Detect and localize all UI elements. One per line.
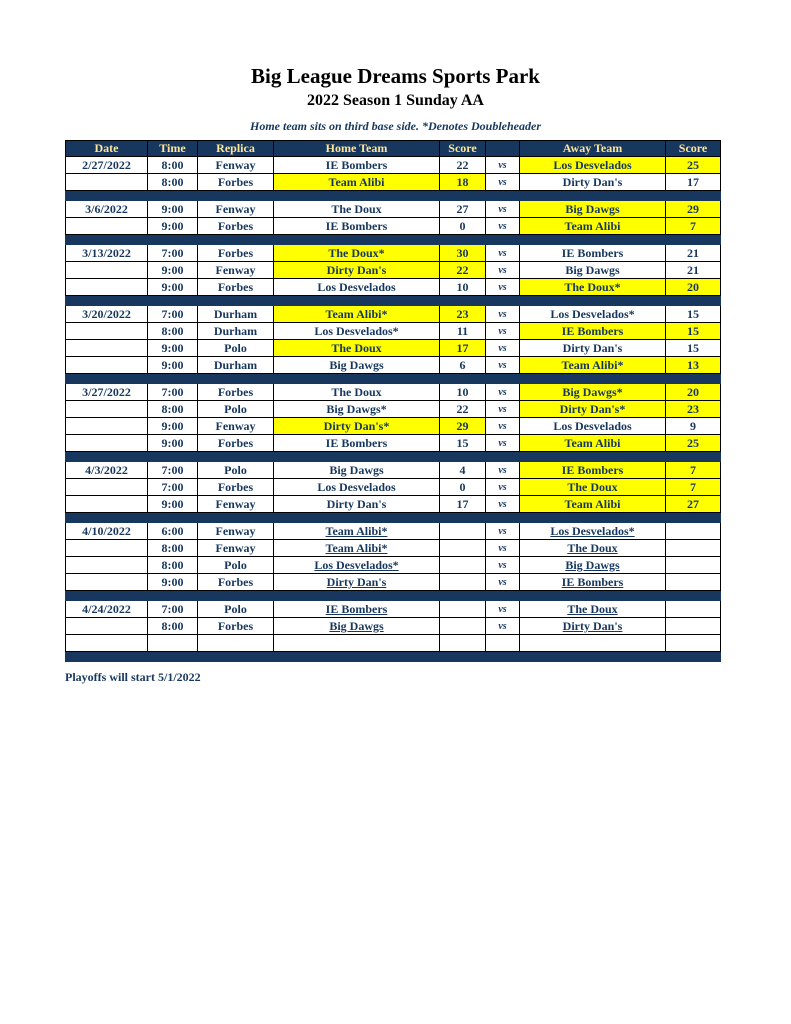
- home-team-cell: Big Dawgs: [274, 357, 440, 374]
- vs-cell: vs: [486, 340, 520, 357]
- schedule-body: [66, 157, 721, 662]
- time-cell: 9:00: [148, 435, 198, 452]
- away-team-cell: The Doux: [520, 601, 666, 618]
- vs-cell: vs: [486, 306, 520, 323]
- away-score-cell: 13: [666, 357, 721, 374]
- separator-bar: [66, 191, 721, 201]
- away-team-cell: Dirty Dan's: [520, 174, 666, 191]
- home-team-cell: IE Bombers: [274, 157, 440, 174]
- date-cell: 4/10/2022: [66, 523, 148, 540]
- game-row: [66, 574, 721, 591]
- game-row: [66, 384, 721, 401]
- header-away-team: Away Team: [520, 141, 666, 157]
- replica-cell: Forbes: [198, 574, 274, 591]
- game-row: [66, 157, 721, 174]
- date-cell: [66, 574, 148, 591]
- home-team-cell: Big Dawgs: [274, 462, 440, 479]
- date-cell: 3/20/2022: [66, 306, 148, 323]
- game-row: [66, 557, 721, 574]
- home-score-cell: [440, 635, 486, 652]
- time-cell: 7:00: [148, 601, 198, 618]
- date-cell: 3/13/2022: [66, 245, 148, 262]
- replica-cell: Fenway: [198, 540, 274, 557]
- home-score-cell: 4: [440, 462, 486, 479]
- vs-cell: vs: [486, 496, 520, 513]
- away-team-cell: Team Alibi: [520, 496, 666, 513]
- vs-cell: [486, 635, 520, 652]
- date-cell: [66, 618, 148, 635]
- away-team-cell: The Doux: [520, 540, 666, 557]
- time-cell: 8:00: [148, 401, 198, 418]
- home-score-cell: [440, 523, 486, 540]
- replica-cell: Polo: [198, 557, 274, 574]
- away-score-cell: 15: [666, 323, 721, 340]
- time-cell: [148, 635, 198, 652]
- date-cell: [66, 418, 148, 435]
- time-cell: 8:00: [148, 557, 198, 574]
- home-team-cell: Team Alibi*: [274, 540, 440, 557]
- game-row: [66, 201, 721, 218]
- replica-cell: Forbes: [198, 279, 274, 296]
- away-team-cell: Los Desvelados*: [520, 306, 666, 323]
- time-cell: 8:00: [148, 618, 198, 635]
- header-time: Time: [148, 141, 198, 157]
- home-team-cell: Team Alibi*: [274, 523, 440, 540]
- game-row: [66, 540, 721, 557]
- header-score: Score: [440, 141, 486, 157]
- home-team-cell: IE Bombers: [274, 601, 440, 618]
- game-row: [66, 618, 721, 635]
- game-row: [66, 323, 721, 340]
- replica-cell: Forbes: [198, 174, 274, 191]
- home-score-cell: [440, 574, 486, 591]
- away-score-cell: 29: [666, 201, 721, 218]
- time-cell: 8:00: [148, 174, 198, 191]
- home-team-cell: [274, 635, 440, 652]
- home-score-cell: 22: [440, 401, 486, 418]
- separator-row: [66, 191, 721, 201]
- header-date: Date: [66, 141, 148, 157]
- home-score-cell: 29: [440, 418, 486, 435]
- replica-cell: Forbes: [198, 618, 274, 635]
- date-cell: [66, 323, 148, 340]
- away-team-cell: IE Bombers: [520, 323, 666, 340]
- away-score-cell: 7: [666, 218, 721, 235]
- home-score-cell: 18: [440, 174, 486, 191]
- away-team-cell: Los Desvelados: [520, 157, 666, 174]
- date-cell: [66, 262, 148, 279]
- separator-bar: [66, 591, 721, 601]
- separator-bar: [66, 452, 721, 462]
- time-cell: 9:00: [148, 218, 198, 235]
- vs-cell: vs: [486, 401, 520, 418]
- away-score-cell: 21: [666, 262, 721, 279]
- away-team-cell: Team Alibi*: [520, 357, 666, 374]
- date-cell: 3/6/2022: [66, 201, 148, 218]
- vs-cell: vs: [486, 157, 520, 174]
- home-team-cell: Big Dawgs*: [274, 401, 440, 418]
- away-team-cell: Los Desvelados: [520, 418, 666, 435]
- replica-cell: Forbes: [198, 218, 274, 235]
- home-score-cell: 0: [440, 479, 486, 496]
- vs-cell: vs: [486, 601, 520, 618]
- replica-cell: Forbes: [198, 479, 274, 496]
- vs-cell: vs: [486, 323, 520, 340]
- vs-cell: vs: [486, 245, 520, 262]
- home-team-cell: Big Dawgs: [274, 618, 440, 635]
- separator-bar: [66, 652, 721, 662]
- away-team-cell: Big Dawgs: [520, 262, 666, 279]
- game-row: [66, 245, 721, 262]
- time-cell: 7:00: [148, 384, 198, 401]
- date-cell: [66, 496, 148, 513]
- home-score-cell: 30: [440, 245, 486, 262]
- legend-note: Home team sits on third base side. *Denotes Doubleheader: [250, 119, 541, 133]
- away-score-cell: 20: [666, 384, 721, 401]
- replica-cell: Forbes: [198, 435, 274, 452]
- home-score-cell: 6: [440, 357, 486, 374]
- game-row: [66, 496, 721, 513]
- away-team-cell: [520, 635, 666, 652]
- time-cell: 7:00: [148, 306, 198, 323]
- time-cell: 9:00: [148, 574, 198, 591]
- home-score-cell: 15: [440, 435, 486, 452]
- home-team-cell: Team Alibi*: [274, 306, 440, 323]
- vs-cell: vs: [486, 262, 520, 279]
- separator-row: [66, 652, 721, 662]
- page-title: Big League Dreams Sports Park: [251, 64, 540, 88]
- header-row: [66, 141, 721, 157]
- home-team-cell: The Doux: [274, 340, 440, 357]
- home-team-cell: Los Desvelados*: [274, 557, 440, 574]
- home-score-cell: 17: [440, 340, 486, 357]
- header-vs-spacer: [486, 141, 520, 157]
- time-cell: 9:00: [148, 340, 198, 357]
- away-score-cell: [666, 557, 721, 574]
- time-cell: 7:00: [148, 462, 198, 479]
- date-cell: [66, 340, 148, 357]
- vs-cell: vs: [486, 574, 520, 591]
- game-row: [66, 462, 721, 479]
- time-cell: 9:00: [148, 418, 198, 435]
- schedule-header: [66, 141, 721, 157]
- away-score-cell: 21: [666, 245, 721, 262]
- separator-row: [66, 235, 721, 245]
- away-score-cell: 7: [666, 479, 721, 496]
- vs-cell: vs: [486, 384, 520, 401]
- home-score-cell: 11: [440, 323, 486, 340]
- away-team-cell: IE Bombers: [520, 574, 666, 591]
- away-score-cell: 7: [666, 462, 721, 479]
- game-row: [66, 479, 721, 496]
- home-team-cell: The Doux: [274, 384, 440, 401]
- vs-cell: vs: [486, 418, 520, 435]
- date-cell: 4/3/2022: [66, 462, 148, 479]
- time-cell: 9:00: [148, 262, 198, 279]
- game-row: [66, 523, 721, 540]
- game-row: [66, 218, 721, 235]
- game-row: [66, 174, 721, 191]
- vs-cell: vs: [486, 618, 520, 635]
- home-score-cell: 23: [440, 306, 486, 323]
- away-score-cell: [666, 540, 721, 557]
- home-score-cell: [440, 618, 486, 635]
- away-team-cell: The Doux*: [520, 279, 666, 296]
- home-score-cell: 22: [440, 157, 486, 174]
- vs-cell: vs: [486, 462, 520, 479]
- playoffs-note: Playoffs will start 5/1/2022: [65, 670, 201, 684]
- home-team-cell: Dirty Dan's*: [274, 418, 440, 435]
- time-cell: 7:00: [148, 245, 198, 262]
- date-cell: [66, 540, 148, 557]
- away-team-cell: The Doux: [520, 479, 666, 496]
- vs-cell: vs: [486, 174, 520, 191]
- separator-row: [66, 374, 721, 384]
- away-score-cell: [666, 618, 721, 635]
- away-score-cell: 25: [666, 157, 721, 174]
- away-score-cell: [666, 574, 721, 591]
- separator-bar: [66, 513, 721, 523]
- replica-cell: [198, 635, 274, 652]
- game-row: [66, 601, 721, 618]
- header-home-team: Home Team: [274, 141, 440, 157]
- away-team-cell: Los Desvelados*: [520, 523, 666, 540]
- replica-cell: Polo: [198, 401, 274, 418]
- replica-cell: Fenway: [198, 201, 274, 218]
- separator-row: [66, 513, 721, 523]
- date-cell: [66, 279, 148, 296]
- date-cell: [66, 479, 148, 496]
- away-score-cell: [666, 635, 721, 652]
- home-team-cell: The Doux: [274, 201, 440, 218]
- date-cell: [66, 357, 148, 374]
- replica-cell: Fenway: [198, 418, 274, 435]
- header-replica: Replica: [198, 141, 274, 157]
- replica-cell: Forbes: [198, 384, 274, 401]
- separator-row: [66, 296, 721, 306]
- time-cell: 8:00: [148, 540, 198, 557]
- replica-cell: Durham: [198, 357, 274, 374]
- home-team-cell: The Doux*: [274, 245, 440, 262]
- vs-cell: vs: [486, 218, 520, 235]
- replica-cell: Fenway: [198, 157, 274, 174]
- away-score-cell: 15: [666, 340, 721, 357]
- home-score-cell: [440, 540, 486, 557]
- home-team-cell: Dirty Dan's: [274, 262, 440, 279]
- away-team-cell: Dirty Dan's*: [520, 401, 666, 418]
- separator-bar: [66, 296, 721, 306]
- time-cell: 6:00: [148, 523, 198, 540]
- date-cell: 2/27/2022: [66, 157, 148, 174]
- date-cell: [66, 635, 148, 652]
- game-row: [66, 357, 721, 374]
- away-team-cell: IE Bombers: [520, 245, 666, 262]
- home-team-cell: Los Desvelados: [274, 479, 440, 496]
- home-score-cell: 17: [440, 496, 486, 513]
- away-team-cell: Dirty Dan's: [520, 618, 666, 635]
- date-cell: [66, 557, 148, 574]
- schedule-table: [65, 140, 721, 662]
- separator-bar: [66, 374, 721, 384]
- game-row: [66, 262, 721, 279]
- home-team-cell: Team Alibi: [274, 174, 440, 191]
- home-score-cell: 0: [440, 218, 486, 235]
- away-team-cell: Team Alibi: [520, 218, 666, 235]
- away-score-cell: 27: [666, 496, 721, 513]
- separator-row: [66, 591, 721, 601]
- away-team-cell: Big Dawgs*: [520, 384, 666, 401]
- time-cell: 9:00: [148, 279, 198, 296]
- replica-cell: Polo: [198, 340, 274, 357]
- away-team-cell: Big Dawgs: [520, 201, 666, 218]
- home-team-cell: Los Desvelados: [274, 279, 440, 296]
- away-score-cell: 17: [666, 174, 721, 191]
- game-row: [66, 306, 721, 323]
- vs-cell: vs: [486, 357, 520, 374]
- replica-cell: Fenway: [198, 496, 274, 513]
- home-score-cell: [440, 601, 486, 618]
- date-cell: [66, 218, 148, 235]
- home-team-cell: Dirty Dan's: [274, 496, 440, 513]
- date-cell: [66, 174, 148, 191]
- away-score-cell: 25: [666, 435, 721, 452]
- replica-cell: Durham: [198, 323, 274, 340]
- date-cell: [66, 435, 148, 452]
- home-score-cell: 10: [440, 384, 486, 401]
- away-score-cell: 23: [666, 401, 721, 418]
- replica-cell: Forbes: [198, 245, 274, 262]
- page-subtitle: 2022 Season 1 Sunday AA: [307, 92, 484, 109]
- separator-row: [66, 452, 721, 462]
- replica-cell: Polo: [198, 462, 274, 479]
- home-team-cell: Los Desvelados*: [274, 323, 440, 340]
- replica-cell: Polo: [198, 601, 274, 618]
- replica-cell: Fenway: [198, 262, 274, 279]
- vs-cell: vs: [486, 557, 520, 574]
- home-team-cell: IE Bombers: [274, 218, 440, 235]
- game-row: [66, 435, 721, 452]
- vs-cell: vs: [486, 435, 520, 452]
- away-score-cell: 15: [666, 306, 721, 323]
- away-score-cell: [666, 523, 721, 540]
- vs-cell: vs: [486, 201, 520, 218]
- replica-cell: Fenway: [198, 523, 274, 540]
- away-score-cell: [666, 601, 721, 618]
- game-row: [66, 418, 721, 435]
- vs-cell: vs: [486, 279, 520, 296]
- home-team-cell: IE Bombers: [274, 435, 440, 452]
- replica-cell: Durham: [198, 306, 274, 323]
- time-cell: 8:00: [148, 323, 198, 340]
- home-score-cell: 27: [440, 201, 486, 218]
- vs-cell: vs: [486, 479, 520, 496]
- away-score-cell: 20: [666, 279, 721, 296]
- time-cell: 7:00: [148, 479, 198, 496]
- time-cell: 9:00: [148, 357, 198, 374]
- time-cell: 9:00: [148, 496, 198, 513]
- time-cell: 9:00: [148, 201, 198, 218]
- away-team-cell: Big Dawgs: [520, 557, 666, 574]
- away-team-cell: IE Bombers: [520, 462, 666, 479]
- away-team-cell: Team Alibi: [520, 435, 666, 452]
- date-cell: 3/27/2022: [66, 384, 148, 401]
- date-cell: 4/24/2022: [66, 601, 148, 618]
- away-team-cell: Dirty Dan's: [520, 340, 666, 357]
- home-score-cell: 10: [440, 279, 486, 296]
- game-row: [66, 340, 721, 357]
- header-score: Score: [666, 141, 721, 157]
- game-row: [66, 401, 721, 418]
- home-score-cell: [440, 557, 486, 574]
- away-score-cell: 9: [666, 418, 721, 435]
- separator-bar: [66, 235, 721, 245]
- empty-row: [66, 635, 721, 652]
- home-team-cell: Dirty Dan's: [274, 574, 440, 591]
- home-score-cell: 22: [440, 262, 486, 279]
- date-cell: [66, 401, 148, 418]
- game-row: [66, 279, 721, 296]
- vs-cell: vs: [486, 540, 520, 557]
- vs-cell: vs: [486, 523, 520, 540]
- time-cell: 8:00: [148, 157, 198, 174]
